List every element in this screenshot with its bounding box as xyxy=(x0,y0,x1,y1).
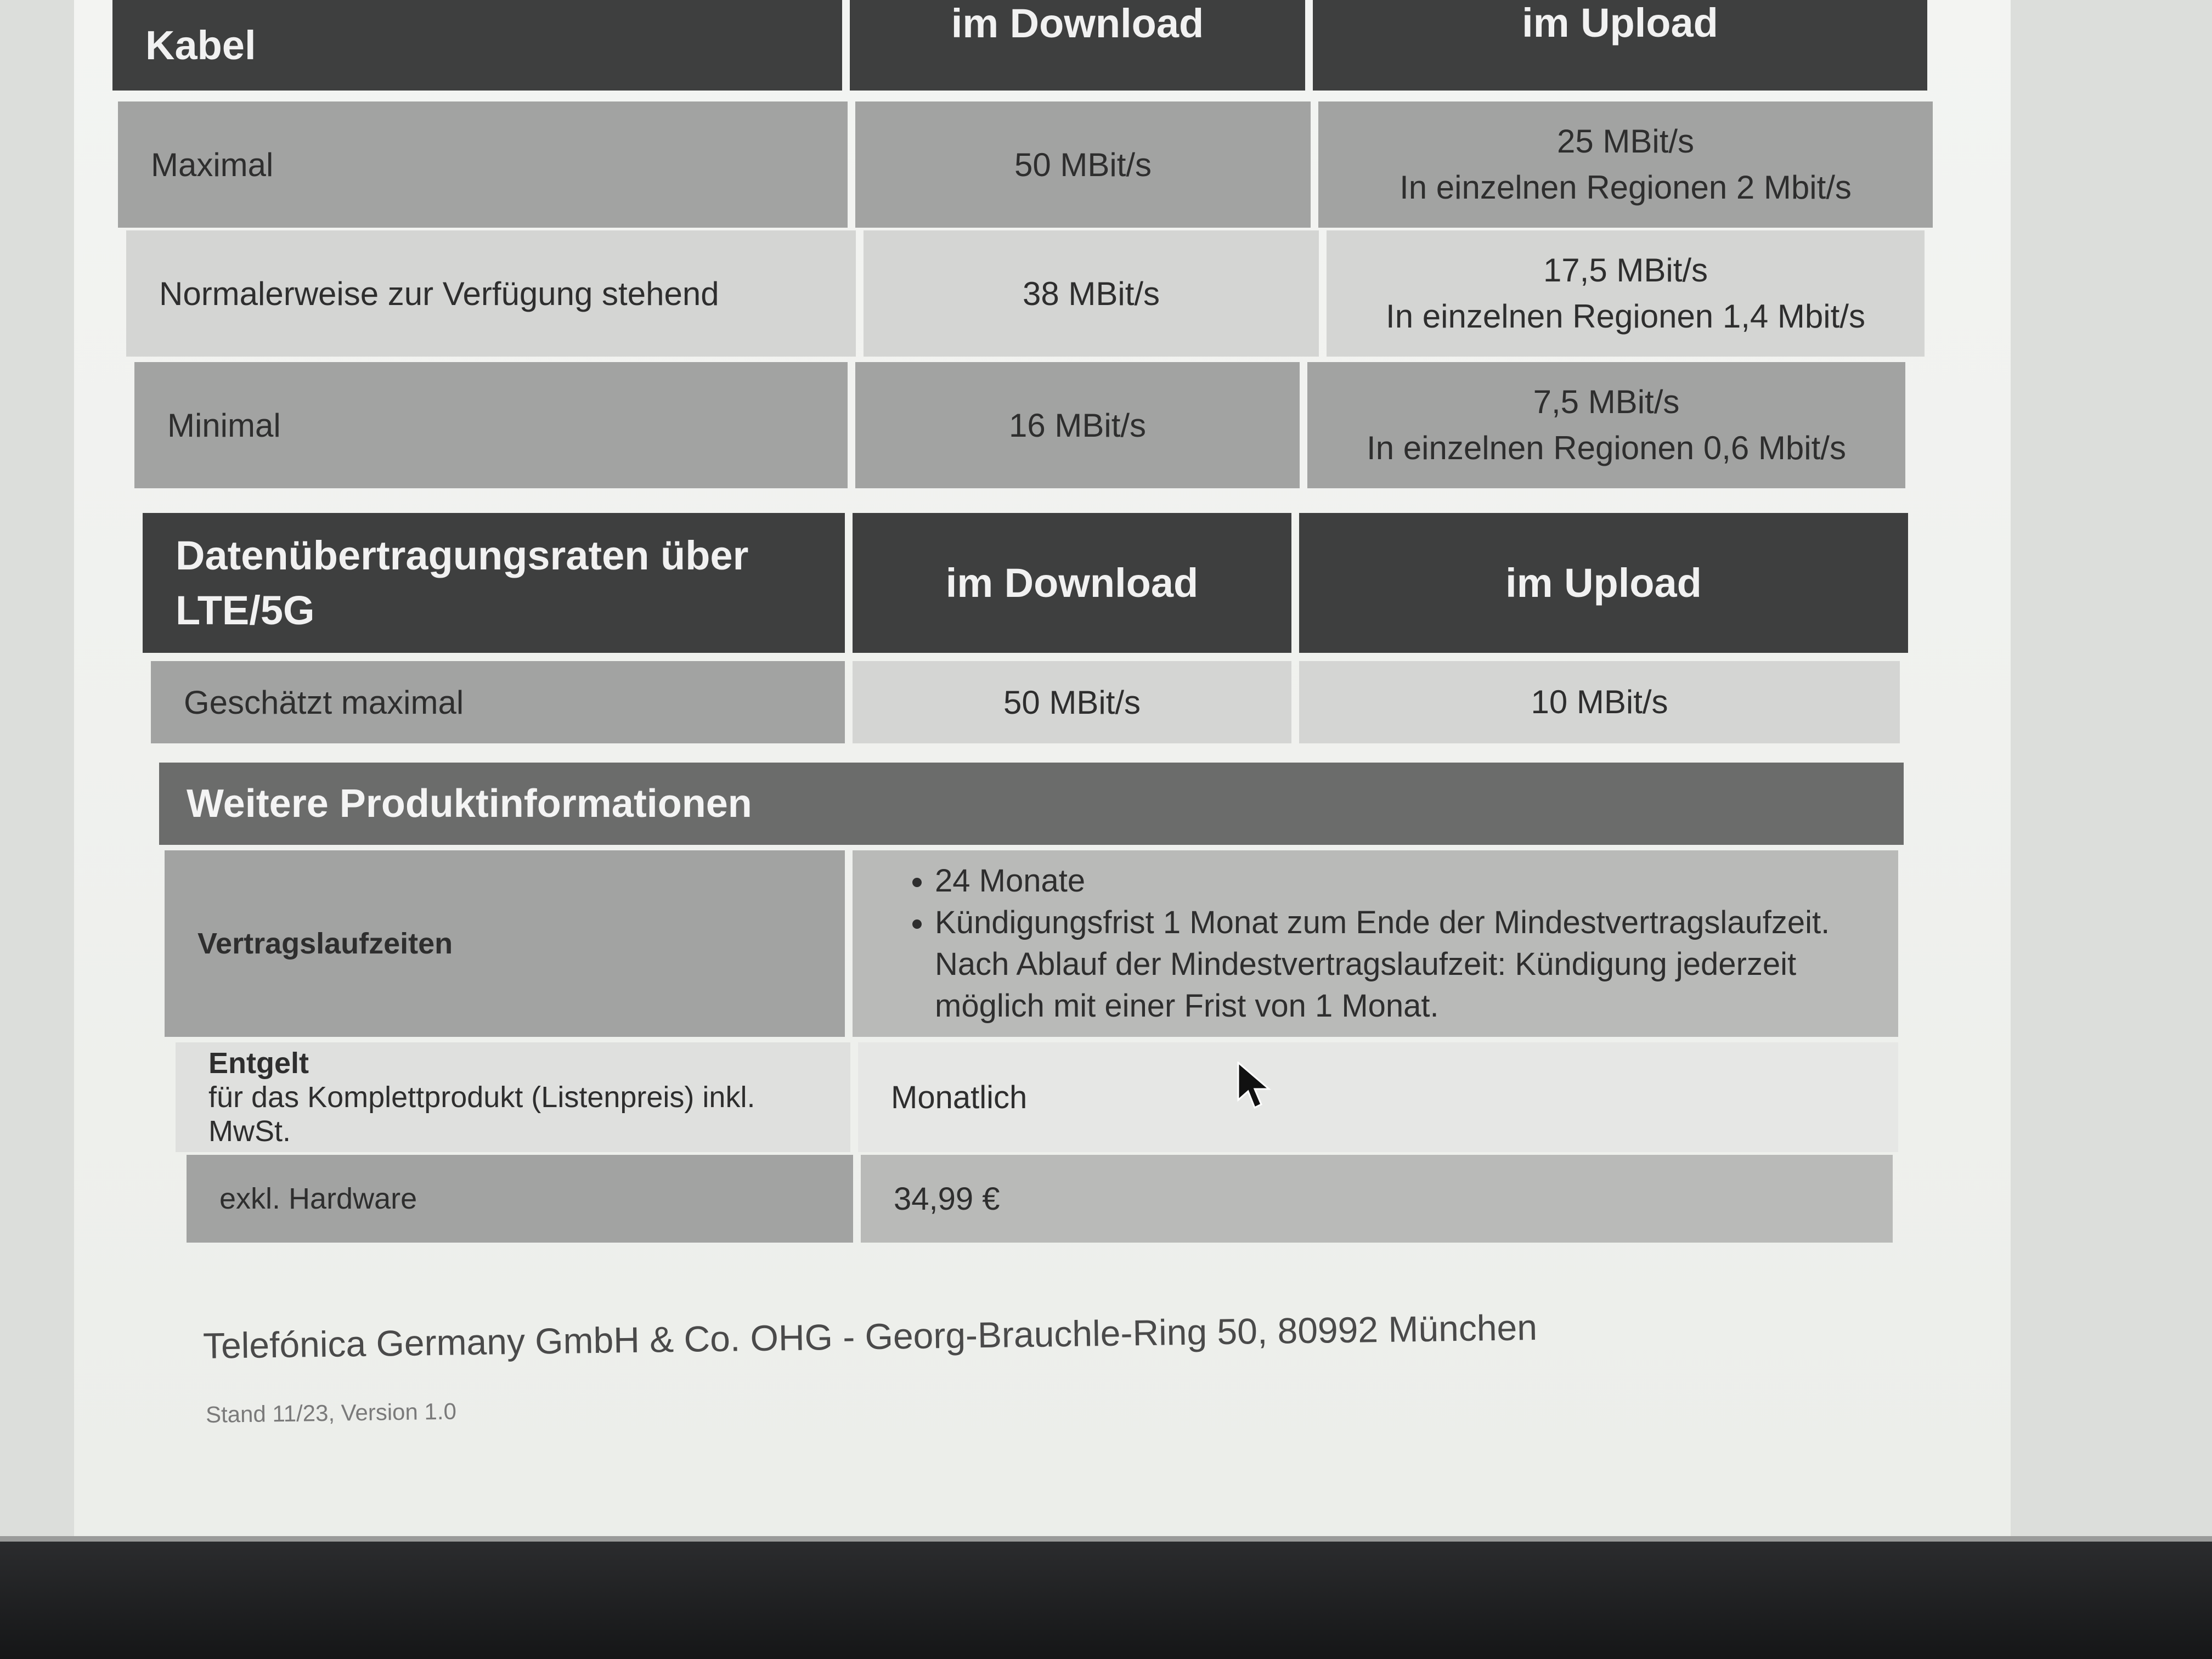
row-download: 16 MBit/s xyxy=(855,362,1300,488)
table-row xyxy=(134,362,1950,488)
cable-header-label: Kabel xyxy=(112,0,842,91)
price-row xyxy=(176,1042,1898,1152)
row-label: Normalerweise zur Verfügung stehend xyxy=(126,230,856,357)
hardware-value: 34,99 € xyxy=(861,1155,1893,1243)
price-label-rest: für das Komplettprodukt (Listenpreis) inkl. MwSt. xyxy=(208,1081,755,1148)
list-item: • 24 Monate xyxy=(935,860,1865,902)
lte-header-label: Datenübertragungsraten über LTE/5G xyxy=(143,513,845,653)
cable-header-download: im Download xyxy=(850,0,1305,91)
contract-label: Vertragslaufzeiten xyxy=(165,850,845,1037)
row-download: 38 MBit/s xyxy=(864,230,1319,357)
contract-details xyxy=(853,850,1898,1037)
lte-header-download: im Download xyxy=(853,513,1291,653)
row-upload: 17,5 MBit/s In einzelnen Regionen 1,4 Mbit/s xyxy=(1327,230,1925,357)
row-label: Maximal xyxy=(118,101,848,228)
hardware-label: exkl. Hardware xyxy=(187,1155,853,1243)
row-upload: 10 MBit/s xyxy=(1299,661,1900,743)
hardware-row xyxy=(187,1155,1893,1243)
company-footer: Telefónica Germany GmbH & Co. OHG - Georg-Brauchle-Ring 50, 80992 München xyxy=(202,1307,1538,1366)
table-row xyxy=(126,230,1942,357)
cable-table-header xyxy=(112,0,1928,91)
lte-header-upload: im Upload xyxy=(1299,513,1908,653)
version-footer: Stand 11/23, Version 1.0 xyxy=(205,1398,457,1427)
row-upload: 7,5 MBit/s In einzelnen Regionen 0,6 Mbit/s xyxy=(1307,362,1905,488)
table-row xyxy=(118,101,1934,228)
contract-bullets xyxy=(885,860,1865,1027)
contract-row xyxy=(165,850,1898,1037)
monitor-bezel xyxy=(0,1542,2212,1659)
product-info-heading: Weitere Produktinformationen xyxy=(159,763,1904,845)
lte-table-header xyxy=(143,513,1959,653)
list-item: • Kündigungsfrist 1 Monat zum Ende der Mindestvertragslaufzeit. Nach Ablauf der Mindestvertragslaufzeit: Kündigung jederzeit möglich mit einer Frist von 1 Monat. xyxy=(935,902,1865,1027)
row-label: Minimal xyxy=(134,362,848,488)
row-download: 50 MBit/s xyxy=(853,661,1291,743)
mouse-cursor-icon xyxy=(1237,1062,1276,1111)
price-value: Monatlich xyxy=(858,1042,1898,1152)
table-row xyxy=(151,661,1967,743)
price-label xyxy=(176,1042,850,1152)
row-download: 50 MBit/s xyxy=(855,101,1311,228)
row-label: Geschätzt maximal xyxy=(151,661,845,743)
row-upload: 25 MBit/s In einzelnen Regionen 2 Mbit/s xyxy=(1318,101,1933,228)
price-label-bold: Entgelt xyxy=(208,1047,309,1080)
cable-header-upload: im Upload xyxy=(1313,0,1927,91)
